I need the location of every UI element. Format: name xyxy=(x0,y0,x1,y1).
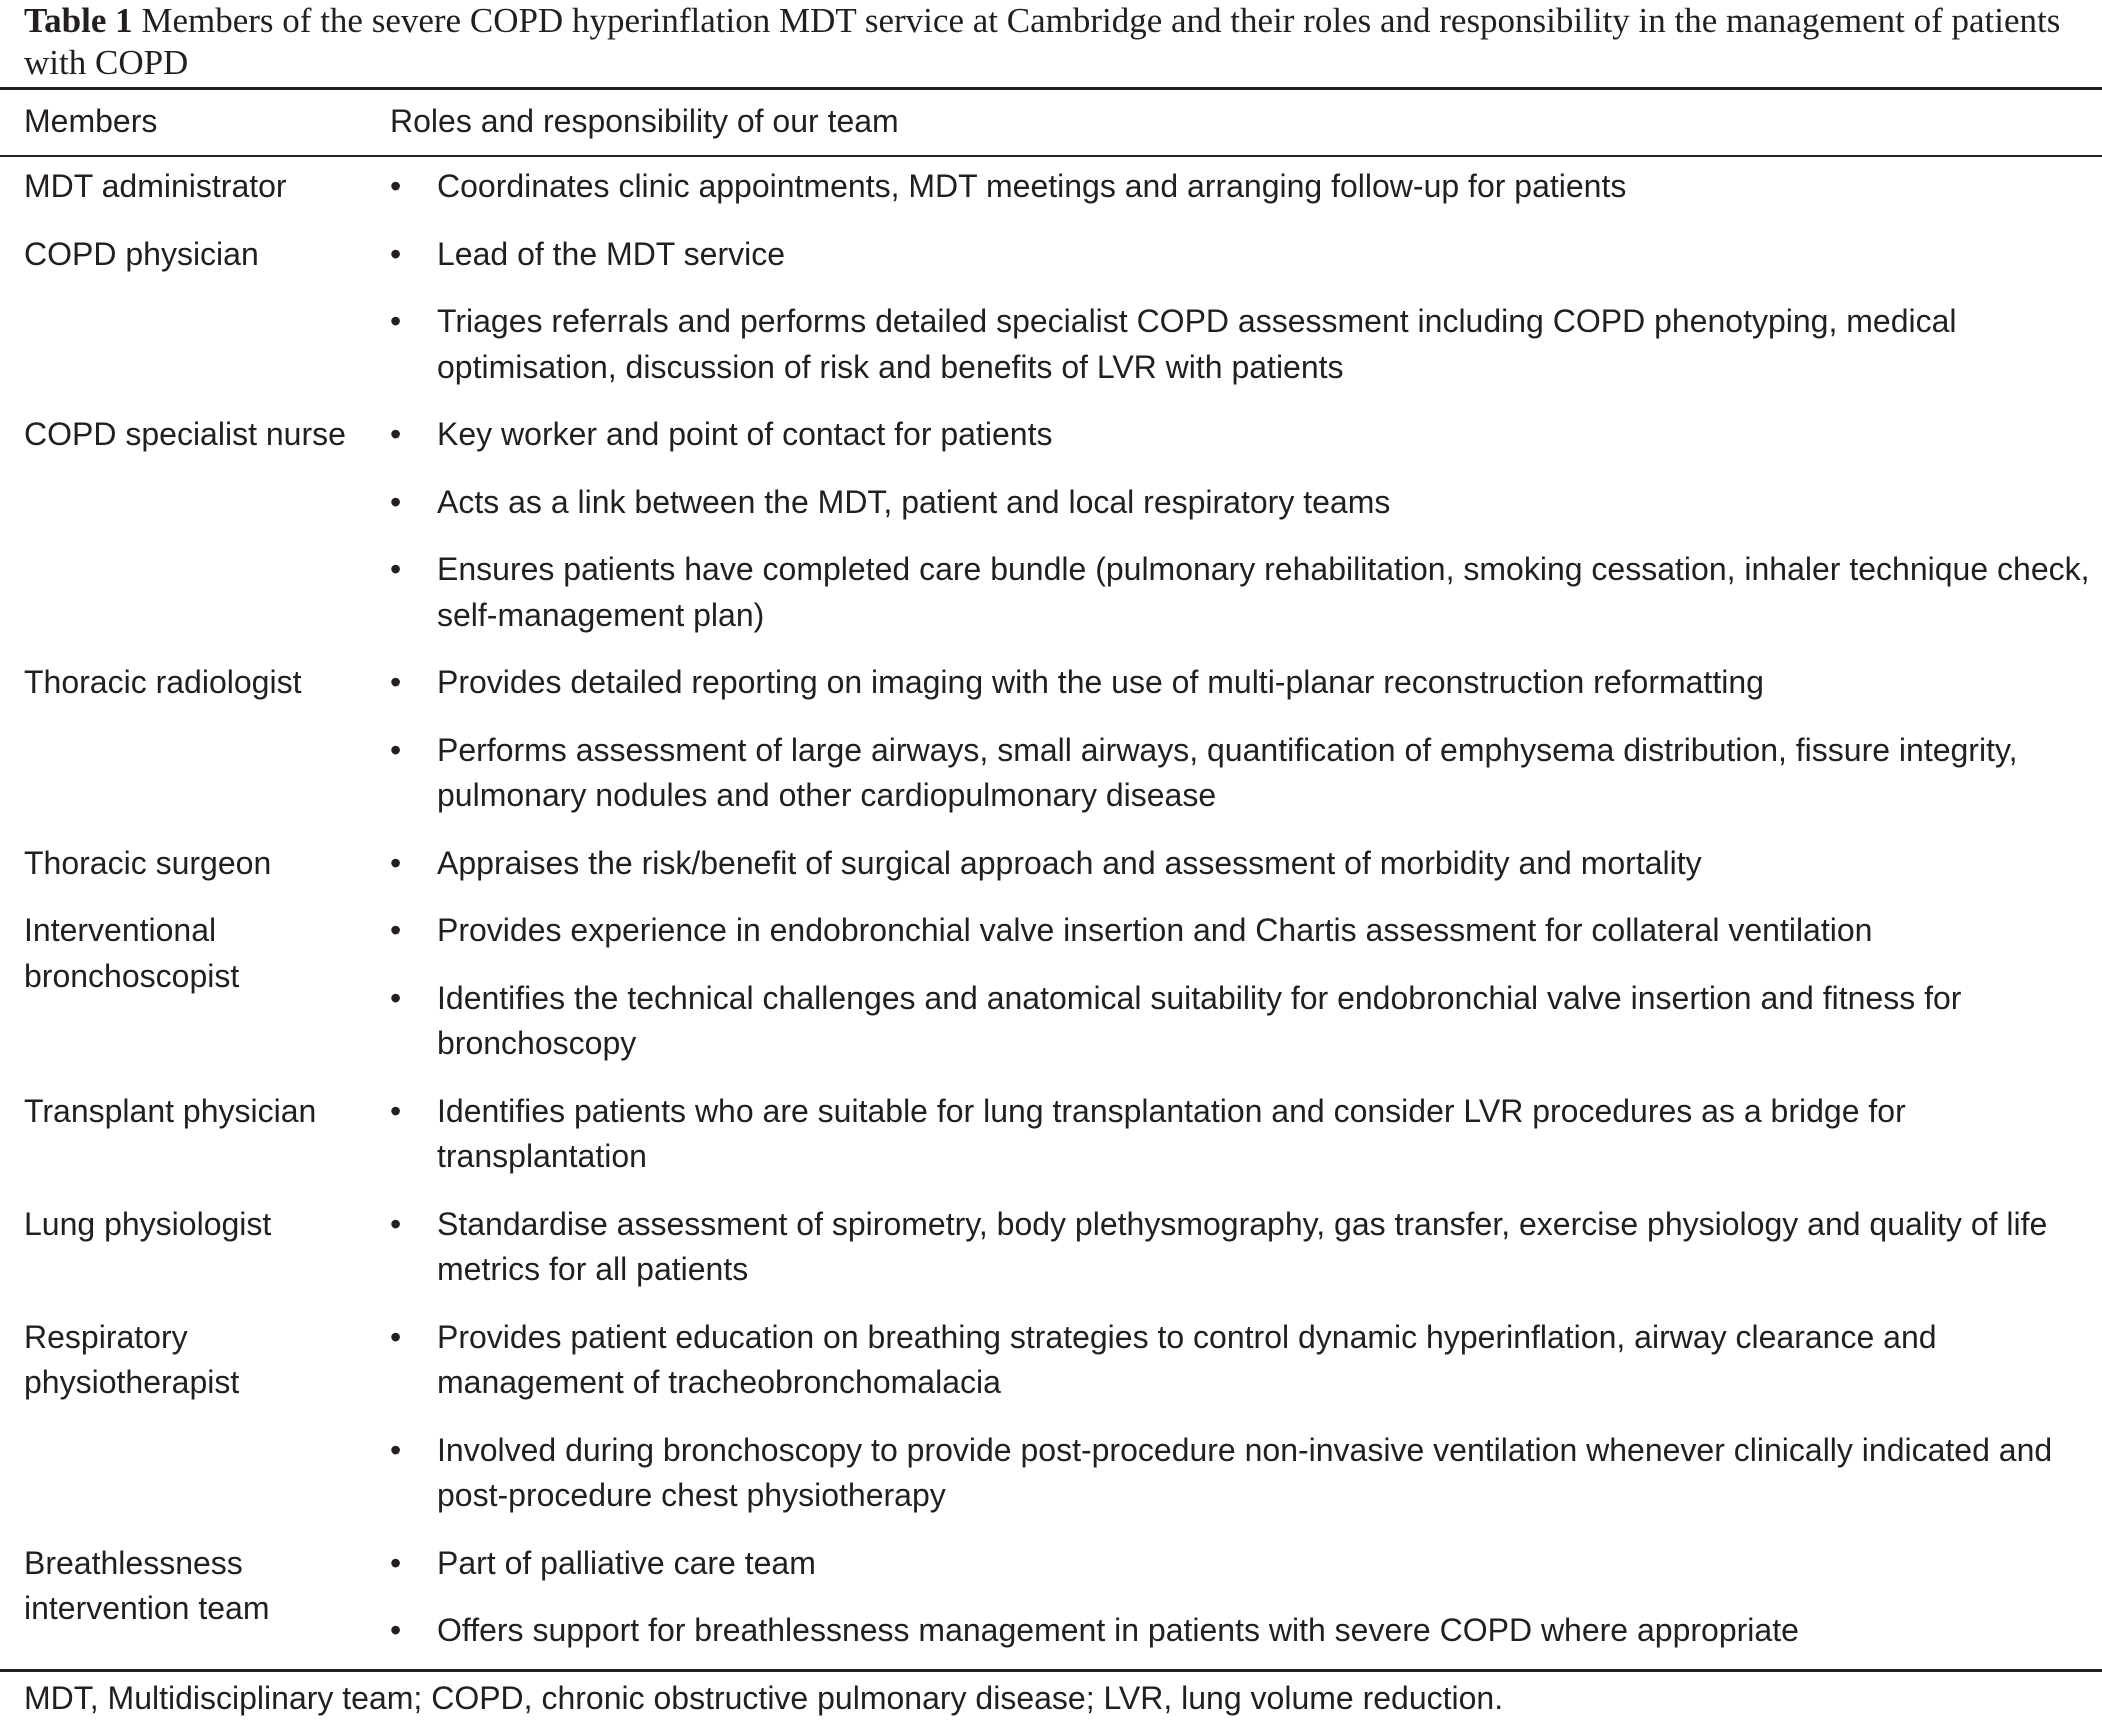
table-row xyxy=(0,1089,2102,1180)
table-row xyxy=(0,412,2102,638)
role-text: Provides detailed reporting on imaging with the use of multi-planar reconstruction reformatting xyxy=(437,664,1764,700)
role-list-item xyxy=(390,908,2098,954)
table-body xyxy=(0,160,2102,1676)
roles-cell xyxy=(390,908,2102,1067)
member-cell: Transplant physician xyxy=(24,1092,317,1129)
member-cell: COPD specialist nurse xyxy=(24,416,346,452)
roles-cell xyxy=(390,1202,2102,1293)
role-text: Acts as a link between the MDT, patient and local respiratory teams xyxy=(437,483,1391,520)
role-list-item xyxy=(390,660,2098,706)
role-text: Provides experience in endobronchial valve insertion and Chartis assessment for collateral ventilation xyxy=(437,912,1873,948)
member-cell: MDT administrator xyxy=(24,168,287,204)
bullet-icon: • xyxy=(390,168,402,204)
role-list-item xyxy=(390,728,2098,819)
table-row xyxy=(0,164,2102,210)
table-caption-text: Members of the severe COPD hyperinflation MDT service at Cambridge and their roles and responsibility in the management of patients with COPD xyxy=(24,1,2061,82)
roles-cell xyxy=(390,1315,2102,1519)
table-caption xyxy=(24,0,2094,84)
bullet-icon: • xyxy=(390,551,402,587)
role-list-item xyxy=(390,1089,2098,1180)
table-row xyxy=(0,908,2102,1067)
member-cell: Interventional bronchoscopist xyxy=(24,912,240,994)
role-text: Key worker and point of contact for patients xyxy=(437,416,1053,452)
role-list-item xyxy=(390,480,2098,526)
role-text: Identifies patients who are suitable for lung transplantation and consider LVR procedures as a bridge for transplantation xyxy=(437,1092,1906,1174)
role-text: Triages referrals and performs detailed specialist COPD assessment including COPD phenotyping, medical optimisation, discussion of risk and benefits of LVR with patients xyxy=(437,303,1957,385)
header-roles: Roles and responsibility of our team xyxy=(390,103,899,139)
roles-cell xyxy=(390,232,2102,391)
role-list-item xyxy=(390,164,2098,210)
role-list-item xyxy=(390,547,2098,638)
table-row xyxy=(0,841,2102,887)
bullet-icon: • xyxy=(390,844,402,881)
table-row xyxy=(0,232,2102,391)
role-text: Offers support for breathlessness management in patients with severe COPD where appropriate xyxy=(437,1612,1799,1648)
role-text: Coordinates clinic appointments, MDT meetings and arranging follow-up for patients xyxy=(437,168,1627,204)
bullet-icon: • xyxy=(390,1612,402,1648)
bullet-icon: • xyxy=(390,731,402,768)
member-cell: COPD physician xyxy=(24,235,259,272)
bullet-icon: • xyxy=(390,1205,402,1242)
table-footnote: MDT, Multidisciplinary team; COPD, chronic obstructive pulmonary disease; LVR, lung volume reduction. xyxy=(24,1680,1504,1716)
roles-cell xyxy=(390,1089,2102,1180)
table-row xyxy=(0,1202,2102,1293)
bullet-icon: • xyxy=(390,664,402,700)
member-cell: Thoracic surgeon xyxy=(24,844,272,881)
member-cell: Thoracic radiologist xyxy=(24,664,302,700)
bullet-icon: • xyxy=(390,416,402,452)
header-members: Members xyxy=(24,103,158,139)
bullet-icon: • xyxy=(390,1092,402,1129)
bullet-icon: • xyxy=(390,235,402,272)
role-text: Performs assessment of large airways, small airways, quantification of emphysema distribution, fissure integrity, pulmonary nodules and other cardiopulmonary disease xyxy=(437,731,2018,813)
role-list-item xyxy=(390,1202,2098,1293)
roles-cell xyxy=(390,660,2102,819)
table-caption-label: Table 1 xyxy=(24,1,133,40)
table-row xyxy=(0,660,2102,819)
role-text: Provides patient education on breathing strategies to control dynamic hyperinflation, airway clearance and management of tracheobronchomalacia xyxy=(437,1318,1937,1400)
role-list-item xyxy=(390,841,2098,887)
role-list-item xyxy=(390,1315,2098,1406)
table-row xyxy=(0,1315,2102,1519)
role-text: Lead of the MDT service xyxy=(437,235,786,272)
table-row xyxy=(0,1541,2102,1654)
role-list-item xyxy=(390,232,2098,278)
bullet-icon: • xyxy=(390,912,402,948)
table-header-rule xyxy=(0,155,2102,157)
bullet-icon: • xyxy=(390,303,402,339)
bullet-icon: • xyxy=(390,1544,402,1581)
roles-cell xyxy=(390,841,2102,887)
roles-cell xyxy=(390,164,2102,210)
role-list-item xyxy=(390,976,2098,1067)
role-list-item xyxy=(390,412,2098,458)
role-text: Ensures patients have completed care bundle (pulmonary rehabilitation, smoking cessation, inhaler technique check, self-management plan) xyxy=(437,551,2090,633)
member-cell: Lung physiologist xyxy=(24,1205,272,1242)
role-text: Part of palliative care team xyxy=(437,1544,816,1581)
member-cell: Respiratory physiotherapist xyxy=(24,1318,240,1400)
role-text: Standardise assessment of spirometry, body plethysmography, gas transfer, exercise physiology and quality of life metrics for all patients xyxy=(437,1205,2048,1287)
bullet-icon: • xyxy=(390,979,402,1016)
role-list-item xyxy=(390,299,2098,390)
bullet-icon: • xyxy=(390,1318,402,1355)
role-list-item xyxy=(390,1608,2098,1654)
role-list-item xyxy=(390,1541,2098,1587)
role-text: Appraises the risk/benefit of surgical approach and assessment of morbidity and mortality xyxy=(437,844,1702,881)
roles-cell xyxy=(390,412,2102,638)
role-list-item xyxy=(390,1428,2098,1519)
role-text: Identifies the technical challenges and anatomical suitability for endobronchial valve insertion and fitness for bronchoscopy xyxy=(437,979,1962,1061)
roles-cell xyxy=(390,1541,2102,1654)
bullet-icon: • xyxy=(390,483,402,520)
table-bottom-rule xyxy=(0,1669,2102,1672)
role-text: Involved during bronchoscopy to provide post-procedure non-invasive ventilation whenever clinically indicated and post-procedure chest physiotherapy xyxy=(437,1431,2053,1513)
bullet-icon: • xyxy=(390,1431,402,1468)
table-header xyxy=(0,90,2102,155)
member-cell: Breathlessness intervention team xyxy=(24,1544,270,1626)
